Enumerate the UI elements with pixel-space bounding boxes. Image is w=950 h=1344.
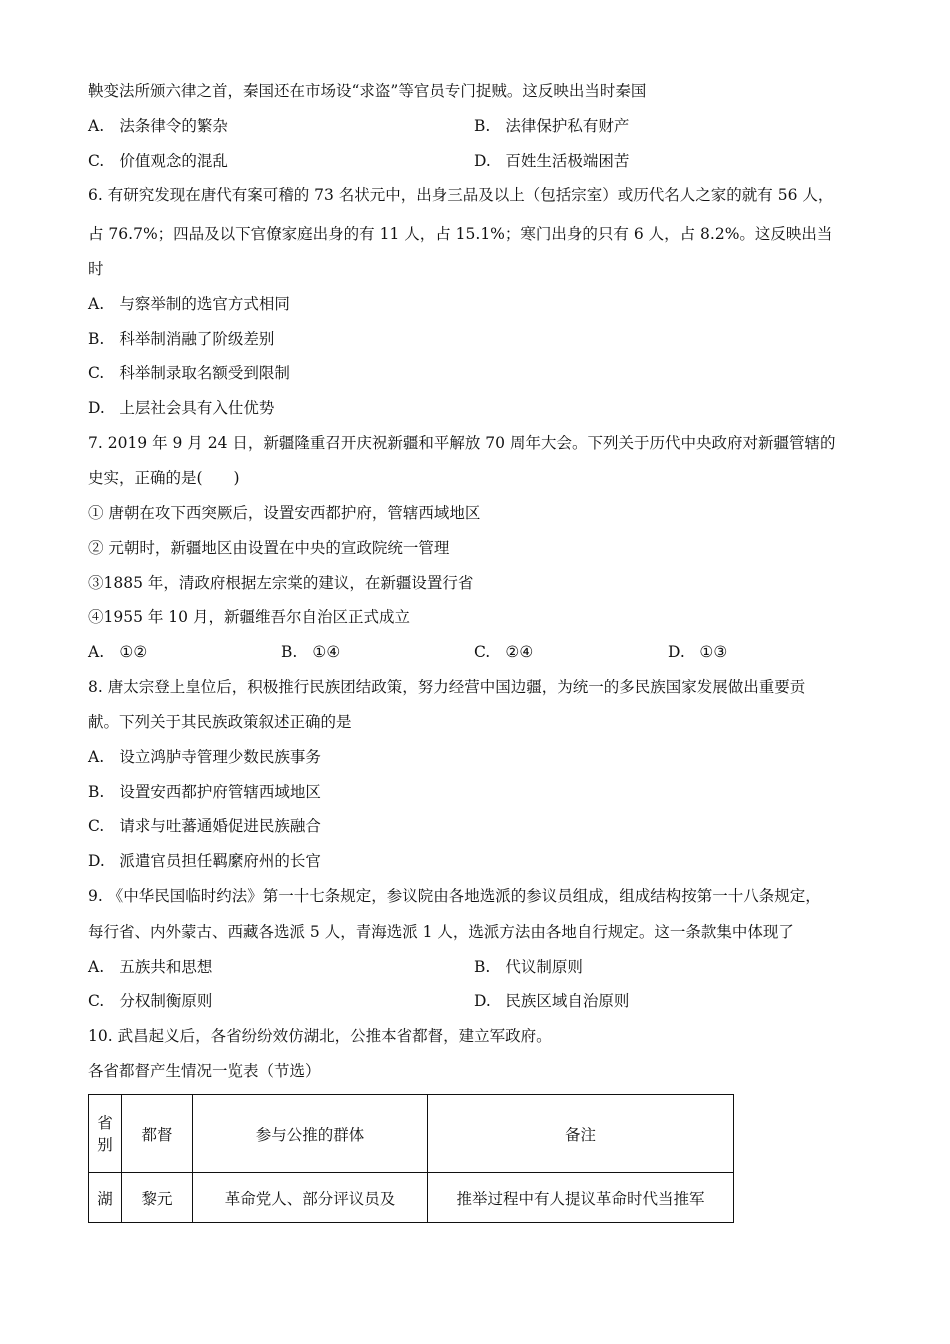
q6-option-a[interactable] xyxy=(88,294,290,314)
option-label: C. xyxy=(88,364,105,382)
q8-option-d[interactable] xyxy=(88,851,321,871)
option-label: C. xyxy=(88,152,105,170)
option-label: B. xyxy=(88,783,105,801)
q9-option-d[interactable] xyxy=(474,991,629,1011)
q7-statement-2: ② 元朝时，新疆地区由设置在中央的宣政院统一管理 xyxy=(88,539,450,557)
option-label: B. xyxy=(474,117,491,135)
q5-option-a[interactable] xyxy=(88,116,228,136)
option-text: 科举制录取名额受到限制 xyxy=(119,364,290,382)
option-label: C. xyxy=(88,992,105,1010)
q5-option-d[interactable] xyxy=(474,151,629,171)
option-label: D. xyxy=(88,399,105,417)
cell-groups: 革命党人、部分评议员及 xyxy=(193,1173,428,1223)
header-governor: 都督 xyxy=(122,1095,193,1173)
option-text: ①④ xyxy=(312,643,341,661)
option-text: 法律保护私有财产 xyxy=(505,117,630,135)
option-label: A. xyxy=(88,643,105,661)
q8-option-b[interactable] xyxy=(88,782,321,802)
q5-option-b[interactable] xyxy=(474,116,629,136)
q9-option-a[interactable] xyxy=(88,957,212,977)
q5-option-c[interactable] xyxy=(88,151,228,171)
table-caption: 各省都督产生情况一览表（节选） xyxy=(88,1062,321,1080)
option-text: 设置安西都护府管辖西域地区 xyxy=(119,783,321,801)
q6-option-b[interactable] xyxy=(88,329,274,349)
governor-table xyxy=(88,1094,734,1223)
q6-option-d[interactable] xyxy=(88,398,274,418)
option-text: 设立鸿胪寺管理少数民族事务 xyxy=(119,748,321,766)
header-notes: 备注 xyxy=(428,1095,734,1173)
option-label: D. xyxy=(88,852,105,870)
option-text: ①③ xyxy=(699,643,728,661)
option-label: B. xyxy=(474,958,491,976)
cell-notes: 推举过程中有人提议革命时代当推军 xyxy=(428,1173,734,1223)
option-text: ②④ xyxy=(505,643,534,661)
q7-statement-4: ④1955 年 10 月，新疆维吾尔自治区正式成立 xyxy=(88,608,410,626)
option-label: B. xyxy=(88,330,105,348)
option-label: A. xyxy=(88,748,105,766)
q7-option-a[interactable] xyxy=(88,642,147,662)
option-text: 科举制消融了阶级差别 xyxy=(119,330,275,348)
q9-stem-line-2: 每行省、内外蒙古、西藏各选派 5 人，青海选派 1 人，选派方法由各地自行规定。这一条款集中体现了 xyxy=(88,923,794,941)
q8-option-a[interactable] xyxy=(88,747,321,767)
option-text: 上层社会具有入仕优势 xyxy=(119,399,275,417)
q7-option-b[interactable] xyxy=(281,642,340,662)
cell-governor: 黎元 xyxy=(122,1173,193,1223)
option-text: 分权制衡原则 xyxy=(119,992,213,1010)
q6-stem-line-3: 时 xyxy=(88,260,104,278)
q8-stem-line-1: 8. 唐太宗登上皇位后，积极推行民族团结政策，努力经营中国边疆，为统一的多民族国家发展做出重要贡 xyxy=(88,678,806,696)
header-province xyxy=(89,1095,122,1173)
q6-stem-line-1: 6. 有研究发现在唐代有案可稽的 73 名状元中，出身三品及以上（包括宗室）或历代名人之家的就有 56 人， xyxy=(88,186,834,204)
q6-option-c[interactable] xyxy=(88,363,290,383)
table-row xyxy=(89,1173,734,1223)
option-text: 派遣官员担任羁縻府州的长官 xyxy=(119,852,321,870)
cell-province: 湖 xyxy=(89,1173,122,1223)
q7-option-d[interactable] xyxy=(668,642,727,662)
q9-option-c[interactable] xyxy=(88,991,212,1011)
option-text: 价值观念的混乱 xyxy=(119,152,228,170)
option-text: 民族区域自治原则 xyxy=(505,992,630,1010)
option-label: B. xyxy=(281,643,298,661)
option-label: C. xyxy=(88,817,105,835)
option-label: A. xyxy=(88,958,105,976)
q9-option-b[interactable] xyxy=(474,957,583,977)
q7-statement-3: ③1885 年，清政府根据左宗棠的建议，在新疆设置行省 xyxy=(88,574,474,592)
header-groups: 参与公推的群体 xyxy=(193,1095,428,1173)
option-text: 请求与吐蕃通婚促进民族融合 xyxy=(119,817,321,835)
option-label: C. xyxy=(474,643,491,661)
table-header-row xyxy=(89,1095,734,1173)
option-label: D. xyxy=(474,992,491,1010)
option-text: 五族共和思想 xyxy=(119,958,213,976)
option-text: 代议制原则 xyxy=(505,958,583,976)
q8-stem-line-2: 献。下列关于其民族政策叙述正确的是 xyxy=(88,713,352,731)
option-text: 百姓生活极端困苦 xyxy=(505,152,630,170)
q7-stem-line-2: 史实，正确的是( ) xyxy=(88,469,240,487)
q7-statement-1: ① 唐朝在攻下西突厥后，设置安西都护府，管辖西域地区 xyxy=(88,504,481,522)
header-province-text: 省 别 xyxy=(97,1113,113,1154)
q10-stem: 10. 武昌起义后，各省纷纷效仿湖北，公推本省都督，建立军政府。 xyxy=(88,1027,552,1045)
q8-option-c[interactable] xyxy=(88,816,321,836)
option-label: D. xyxy=(668,643,685,661)
q5-stem: 鞅变法所颁六律之首，秦国还在市场设“求盗”等官员专门捉贼。这反映出当时秦国 xyxy=(88,82,647,100)
q7-stem-line-1: 7. 2019 年 9 月 24 日，新疆隆重召开庆祝新疆和平解放 70 周年大会。下列关于历代中央政府对新疆管辖的 xyxy=(88,434,836,452)
q9-stem-line-1: 9. 《中华民国临时约法》第一十七条规定，参议院由各地选派的参议员组成，组成结构按第一十八条规定， xyxy=(88,887,821,905)
option-text: ①② xyxy=(119,643,148,661)
option-label: A. xyxy=(88,295,105,313)
option-text: 法条律令的繁杂 xyxy=(119,117,228,135)
q6-stem-line-2: 占 76.7%；四品及以下官僚家庭出身的有 11 人，占 15.1%；寒门出身的只有 6 人，占 8.2%。这反映出当 xyxy=(88,225,833,243)
option-label: A. xyxy=(88,117,105,135)
option-label: D. xyxy=(474,152,491,170)
q7-option-c[interactable] xyxy=(474,642,533,662)
option-text: 与察举制的选官方式相同 xyxy=(119,295,290,313)
